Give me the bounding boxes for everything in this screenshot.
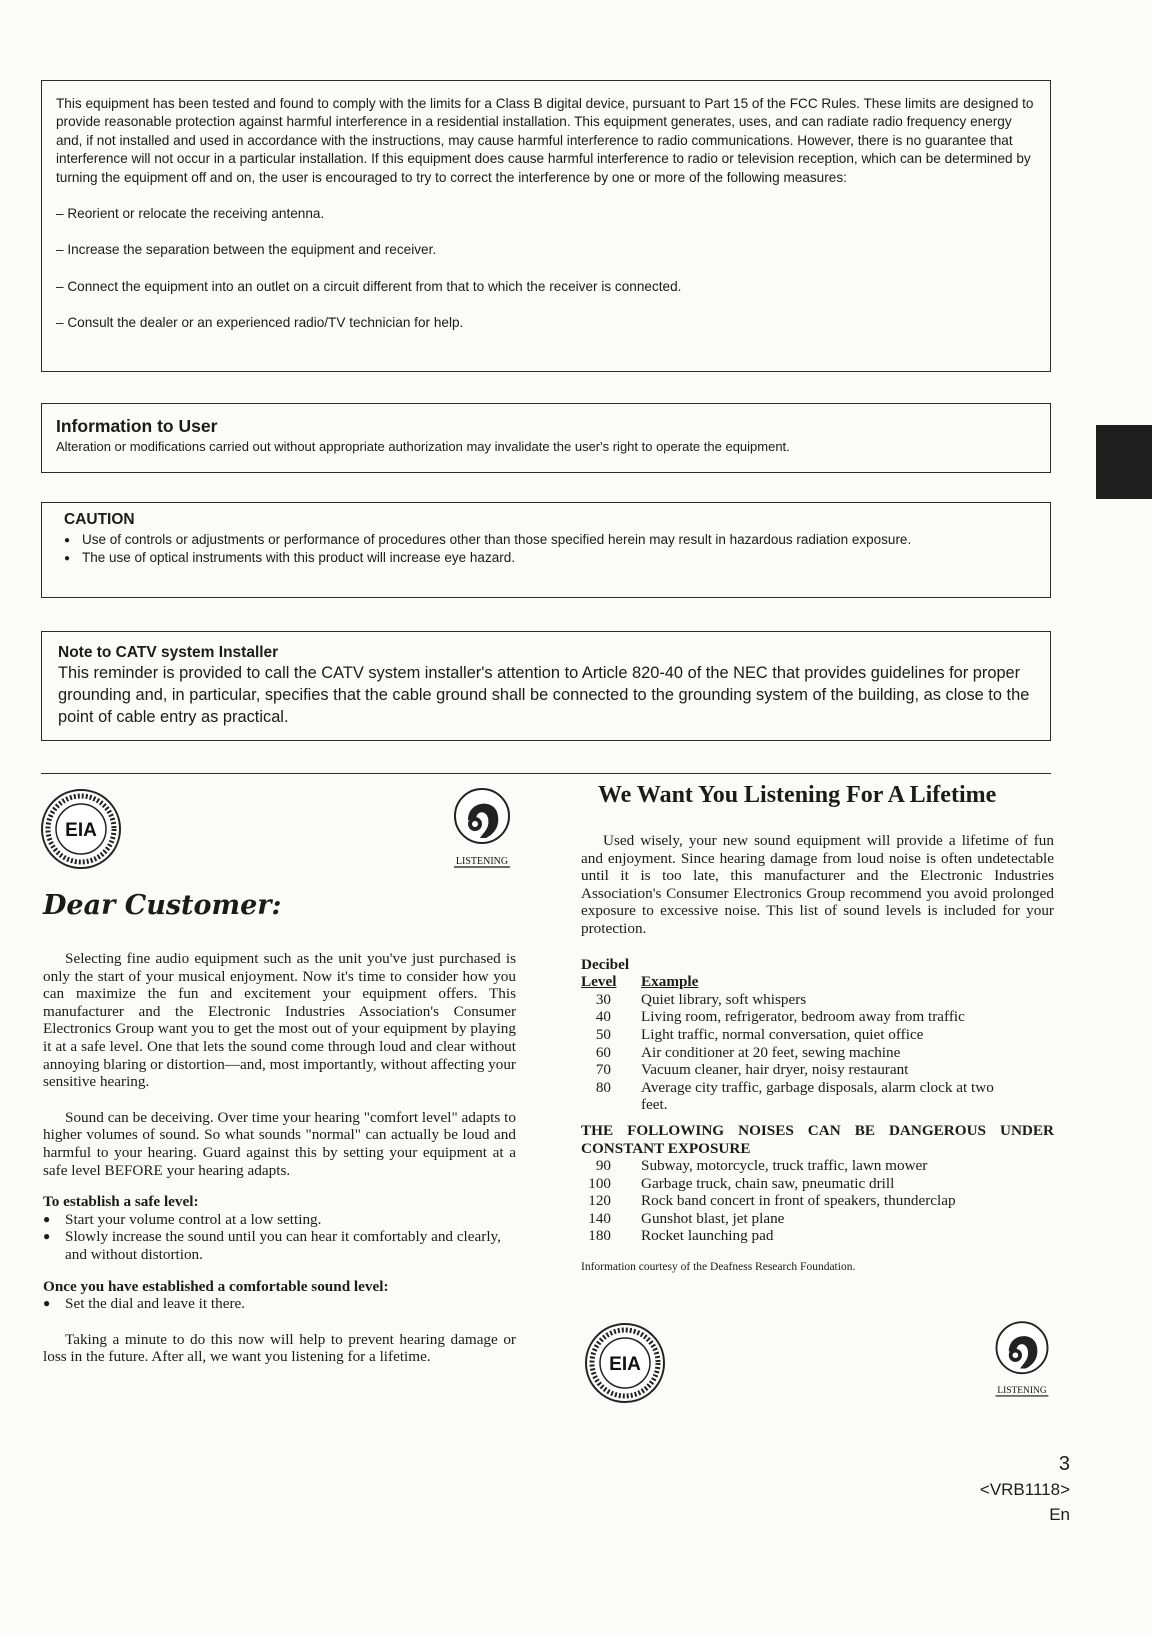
info-heading: Information to User	[56, 416, 218, 436]
table-row	[581, 1227, 1054, 1245]
caution-box	[41, 502, 1051, 598]
catv-note-box	[41, 631, 1051, 741]
level-cell: 100	[588, 1174, 611, 1192]
dear-customer-column	[43, 950, 516, 1366]
example-cell: Rocket launching pad	[641, 1227, 774, 1245]
page-footer	[980, 1452, 1070, 1527]
level-cell: 140	[588, 1209, 611, 1227]
example-cell: Rock band concert in front of speakers, thunderclap	[641, 1192, 956, 1210]
level-cell: 70	[595, 1061, 611, 1079]
lifetime-intro: Used wisely, your new sound equipment will provide a lifetime of fun and enjoyment. Since hearing damage from loud noise is often undetectable until it is too late, this manufacturer and the Electronic Industries Association's Consumer Electronics Group recommend you avoid prolonged exposure to excessive noise. This list of sound levels is included for your protection.	[581, 832, 1054, 937]
credit-line: Information courtesy of the Deafness Research Foundation.	[581, 1261, 856, 1274]
listening-logo-text: LISTENING	[997, 1386, 1047, 1397]
table-row	[581, 1210, 1054, 1228]
level-cell: 50	[595, 1025, 611, 1043]
table-row	[581, 1079, 1054, 1114]
safe-level-item: ● Slowly increase the sound until you can hear it comfortably and clearly, and without distortion.	[43, 1228, 516, 1263]
dear-paragraph-1: Selecting fine audio equipment such as the unit you've just purchased is only the start of your musical enjoyment. Now it's time to consider how you can maximize the fun and excitement your equipment offers. This manufacturer and the Electronic Industries Association's Consumer Electronics Group want you to get the most out of your equipment by playing it at a safe level. One that lets the sound come through loud and clear without annoying blaring or distortion—and, most importantly, without affecting your sensitive hearing.	[43, 950, 516, 1091]
danger-levels-table	[581, 1157, 1054, 1245]
example-cell: Gunshot blast, jet plane	[641, 1209, 785, 1227]
listening-logo-bottom	[988, 1314, 1056, 1406]
level-cell: 180	[588, 1227, 611, 1245]
dear-paragraph-2: Sound can be deceiving. Over time your hearing "comfort level" adapts to higher volumes of sound. So what sounds "normal" can actually be loud and harmful to your hearing. Guard against this by setting your equipment at a safe level BEFORE your hearing adapts.	[43, 1108, 516, 1179]
fcc-measure: – Increase the separation between the equipment and receiver.	[56, 242, 437, 258]
example-cell: Vacuum cleaner, hair dryer, noisy restaurant	[641, 1061, 909, 1079]
eia-seal-logo-bottom	[584, 1322, 666, 1404]
dear-paragraph-3: Taking a minute to do this now will help to prevent hearing damage or loss in the future. After all, we want you listening for a lifetime.	[43, 1330, 516, 1366]
level-cell: 80	[595, 1078, 611, 1096]
document-code: <VRB1118>	[979, 1480, 1070, 1499]
example-cell: Quiet library, soft whispers	[641, 990, 807, 1008]
table-row	[581, 1192, 1054, 1210]
catv-heading: Note to CATV system Installer	[58, 644, 279, 661]
example-cell: Subway, motorcycle, truck traffic, lawn mower	[641, 1157, 928, 1175]
lifetime-title: We Want You Listening For A Lifetime	[598, 782, 997, 808]
comfortable-level-item: ● Set the dial and leave it there.	[43, 1295, 516, 1313]
page-number: 3	[1058, 1453, 1070, 1475]
fcc-measure: – Consult the dealer or an experienced radio/TV technician for help.	[56, 315, 464, 331]
level-cell: 90	[595, 1157, 611, 1175]
caution-list	[64, 531, 1028, 567]
comfortable-level-list	[43, 1295, 516, 1313]
example-cell: Living room, refrigerator, bedroom away from traffic	[641, 1008, 965, 1026]
example-cell: Average city traffic, garbage disposals, alarm clock at two feet.	[641, 1078, 994, 1114]
eia-seal-logo	[40, 788, 122, 870]
section-divider	[41, 773, 1051, 774]
comfortable-level-heading: Once you have established a comfortable sound level:	[43, 1277, 389, 1295]
catv-text: This reminder is provided to call the CATV system installer's attention to Article 820-40 of the NEC that provides guidelines for proper grounding and, in particular, specifies that the cable ground shall be connected to the grounding system of the building, as close to the point of cable entry as practical.	[58, 664, 1030, 726]
table-row	[581, 1175, 1054, 1193]
level-column-header: Level	[581, 973, 617, 991]
caution-heading: CAUTION	[64, 511, 135, 528]
safe-level-heading: To establish a safe level:	[43, 1193, 199, 1211]
decibel-heading: Decibel	[581, 955, 630, 973]
level-cell: 60	[595, 1043, 611, 1061]
lifetime-column	[581, 832, 1054, 1277]
example-cell: Air conditioner at 20 feet, sewing machine	[641, 1043, 901, 1061]
danger-heading: THE FOLLOWING NOISES CAN BE DANGEROUS UNDER CONSTANT EXPOSURE	[581, 1121, 1054, 1157]
table-row	[581, 1157, 1054, 1175]
table-row	[581, 1044, 1054, 1062]
example-cell: Light traffic, normal conversation, quiet office	[641, 1025, 924, 1043]
safe-level-item: ● Start your volume control at a low setting.	[43, 1211, 516, 1229]
safe-levels-table	[581, 991, 1054, 1114]
example-column-header: Example	[641, 973, 699, 991]
decibel-table-header	[581, 973, 1054, 991]
eia-seal-text: EIA	[609, 1354, 641, 1375]
example-cell: Garbage truck, chain saw, pneumatic drill	[641, 1174, 895, 1192]
fcc-measure: – Connect the equipment into an outlet on a circuit different from that to which the receiver is connected.	[56, 278, 682, 294]
listening-logo-text: LISTENING	[455, 856, 509, 867]
table-row	[581, 991, 1054, 1009]
table-row	[581, 1026, 1054, 1044]
listening-logo	[446, 786, 518, 872]
fcc-measure: – Reorient or relocate the receiving antenna.	[56, 206, 325, 222]
info-text: Alteration or modifications carried out without appropriate authorization may invalidate the user's right to operate the equipment.	[56, 439, 790, 454]
level-cell: 30	[595, 990, 611, 1008]
eia-seal-text: EIA	[65, 820, 97, 841]
safe-level-list	[43, 1211, 516, 1264]
caution-item: ● The use of optical instruments with this product will increase eye hazard.	[64, 549, 1028, 567]
language-code: En	[1049, 1505, 1070, 1524]
fcc-notice-box	[41, 80, 1051, 372]
section-tab-marker	[1096, 425, 1152, 499]
fcc-paragraph: This equipment has been tested and found to comply with the limits for a Class B digital device, pursuant to Part 15 of the FCC Rules. These limits are designed to provide reasonable protection against harmful interference in a residential installation. This equipment generates, uses, and can radiate radio frequency energy and, if not installed and used in accordance with the instructions, may cause harmful interference to radio communications. However, there is no guarantee that interference will not occur in a particular installation. If this equipment does cause harmful interference to radio or television reception, which can be determined by turning the equipment off and on, the user is encouraged to try to correct the interference by one or more of the following measures:	[56, 96, 1034, 185]
level-cell: 40	[595, 1008, 611, 1026]
dear-customer-salutation: Dear Customer:	[43, 890, 282, 921]
caution-item: ● Use of controls or adjustments or performance of procedures other than those specified herein may result in hazardous radiation exposure.	[64, 531, 1028, 549]
table-row	[581, 1061, 1054, 1079]
information-to-user-box	[41, 403, 1051, 473]
level-cell: 120	[588, 1192, 611, 1210]
table-row	[581, 1008, 1054, 1026]
